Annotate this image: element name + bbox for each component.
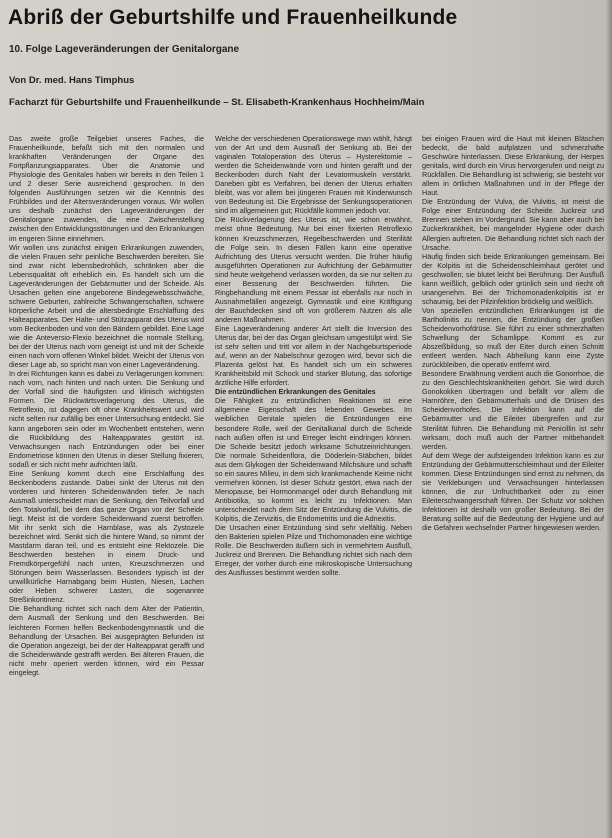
article-affiliation: Facharzt für Geburtshilfe und Frauenheilkunde – St. Elisabeth-Krankenhaus Hochheim/Main <box>9 97 425 108</box>
paragraph: Die Entzündung der Vulva, die Vulvitis, ist meist die Folge einer Entzündung der Scheide. Juckreiz und Brennen stehen im Vordergrund. Sie kann aber auch bei Zuckerkrankheit, bei mangelnder Hygiene oder durch Allergien auftreten. Die Behandlung richtet sich nach der Ursache. <box>422 197 604 252</box>
text-column-1 <box>9 134 204 836</box>
article-subtitle: 10. Folge Lageveränderungen der Genitalorgane <box>9 44 240 55</box>
text-column-2 <box>215 134 412 836</box>
paragraph: Von speziellen entzündlichen Erkrankungen ist die Bartholinitis zu nennen, die Entzündung der großen Scheidenvorhofdrüse. Sie führt zu einer schmerzhaften Schwellung der Schamlippe. Kommt es zur Abszeßbildung, so muß der Eiter durch einen Schnitt entleert werden. Nach Abheilung kann eine Zyste zurückbleiben, die operativ entfernt wird. <box>422 305 604 370</box>
paragraph: Eine Senkung kommt durch eine Erschlaffung des Beckenbodens zustande. Dabei sinkt der Uterus mit den vorderen und hinteren Scheidenwänden tiefer. Je nach Ausmaß unterscheidet man die Senkung, den Teilvorfall und den Totalvorfall, bei dem das ganze Organ vor der Scheide liegt. Meist ist die vordere Scheidenwand zuerst betroffen. Mit ihr senkt sich die Harnblase, was als Zystozele bezeichnet wird. Senkt sich die hintere Wand, so nimmt der Mastdarm daran teil, und es entsteht eine Rektozele. Die Beschwerden bestehen in einem Druck- und Fremdkörpergefühl nach unten, Kreuzschmerzen und Störungen beim Wasserlassen. Besonders typisch ist der unwillkürliche Harnabgang beim Husten, Niesen, Lachen oder Heben schwerer Lasten, die sogenannte Streßinkontinenz. <box>9 468 204 605</box>
section-heading: Die entzündlichen Erkrankungen des Genitales <box>215 387 376 397</box>
article-title: Abriß der Geburtshilfe und Frauenheilkunde <box>8 6 458 29</box>
paragraph: Auf dem Wege der aufsteigenden Infektion kann es zur Entzündung der Gebärmutterschleimhaut und der Eileiter kommen. Diese Entzündungen sind ernst zu nehmen, da sie Verklebungen und Verwachsungen hinterlassen können, die zur Unfruchtbarkeit oder zu einer Eileiterschwangerschaft führen. Der Schutz vor solchen Infektionen ist deshalb von großer Bedeutung. Bei der Beratung sollte auf die Bedeutung der Hygiene und auf die Gefahren wechselnder Partner hingewiesen werden. <box>422 450 604 533</box>
paragraph: Besondere Erwähnung verdient auch die Gonorrhoe, die zu den Geschlechtskrankheiten gehört. Sie wird durch Gonokokken übertragen und befällt vor allem die Harnröhre, den Gebärmutterhals und die Drüsen des Scheidenvorhofes. Die Infektion kann auf die Gebärmutter und die Eileiter übergreifen und zur Sterilität führen. Die Behandlung mit Penicillin ist sehr wirksam, doch muß auch der Partner mitbehandelt werden. <box>422 369 604 451</box>
paragraph: Eine Lageveränderung anderer Art stellt die Inversion des Uterus dar, bei der das Organ gleichsam umgestülpt wird. Sie ist sehr selten und tritt vor allem in der Nachgeburtsperiode auf, wenn an der Nabelschnur gezogen wird, bevor sich die Plazenta gelöst hat. Es handelt sich um ein schweres Krankheitsbild mit Schock und starker Blutung, das sofortige ärztliche Hilfe erfordert. <box>215 323 412 388</box>
article-author: Von Dr. med. Hans Timphus <box>9 75 135 86</box>
paragraph: In drei Richtungen kann es dabei zu Verlagerungen kommen: nach vorn, nach hinten und nach unten. Die Senkung und der Vorfall sind die häufigsten und klinisch wichtigsten Formen. Die Rückwärtsverlagerung des Uterus, die Retroflexio, ist dagegen oft ohne Krankheitswert und wird nicht selten nur zufällig bei einer Untersuchung entdeckt. Sie kann angeboren sein oder im Wochenbett entstehen, wenn die Rückbildung des Halteapparates gestört ist. Verwachsungen nach Entzündungen oder bei einer Endometriose können den Uterus in dieser Stellung fixieren, sodaß er sich nicht mehr aufrichten läßt. <box>9 369 204 469</box>
paragraph: bei einigen Frauen wird die Haut mit kleinen Bläschen bedeckt, die bald aufplatzen und schmerzhafte Geschwüre hinterlassen. Diese Erkrankung, der Herpes genitalis, wird durch ein Virus hervorgerufen und neigt zu Rückfällen. Die Behandlung ist schwierig; sie besteht vor allem in örtlichen Maßnahmen und in der Pflege der Haut. <box>422 134 604 198</box>
paragraph: Die Ursachen einer Entzündung sind sehr vielfältig. Neben den Bakterien spielen Pilze und Trichomonaden eine wichtige Rolle. Die Beschwerden äußern sich in vermehrtem Ausfluß, Juckreiz und Brennen. Die Behandlung richtet sich nach dem Erreger, der vorher durch eine mikroskopische Untersuchung des Ausflusses bestimmt werden sollte. <box>215 523 412 578</box>
paragraph: Das zweite große Teilgebiet unseres Faches, die Frauenheilkunde, befaßt sich mit den normalen und krankhaften Veränderungen der Organe des Fortpflanzungsapparates. Über die Anatomie und Physiologie des Genitales haben wir bereits in den Teilen 1 und 2 dieser Serie ausreichend gesprochen. In den folgenden Ausführungen setzen wir die Kenntnis des Frühbildes und der Altersveränderungen voraus. Wir wollen uns deshalb zunächst den Lageveränderungen der Genitalorgane zuwenden, die eine Zwischenstellung zwischen den Entwicklungsstörungen und den Erkrankungen im engeren Sinne einnehmen. <box>9 134 204 243</box>
paragraph: Welche der verschiedenen Operationswege man wählt, hängt von der Art und dem Ausmaß der Senkung ab. Bei der vaginalen Totaloperation des Uterus – Hysterektomie – werden die Scheidenwände vorn und hinten gerafft und der Beckenboden durch Naht der Levatormuskeln verstärkt. Daneben gibt es Verfahren, bei denen der Uterus erhalten bleibt, was vor allem bei jüngeren Frauen mit Kinderwunsch von Bedeutung ist. Die Ergebnisse der Senkungsoperationen sind im allgemeinen gut; Rückfälle kommen jedoch vor. <box>215 134 412 216</box>
paragraph: Die Behandlung richtet sich nach dem Alter der Patientin, dem Ausmaß der Senkung und den Beschwerden. Bei leichteren Formen helfen Beckenbodengymnastik und die Behandlung der Ursachen. Bei ausgeprägten Befunden ist die Operation angezeigt, bei der der Halteapparat gerafft und die Scheidenwände gestrafft werden. Bei älteren Frauen, die nicht mehr operiert werden können, wird ein Pessar eingelegt. <box>9 604 204 677</box>
text-column-3 <box>422 134 604 836</box>
paragraph: Häufig finden sich beide Erkrankungen gemeinsam. Bei der Kolpitis ist die Scheidenschleimhaut gerötet und geschwollen; sie blutet leicht bei Berührung. Der Ausfluß kann weißlich, gelblich oder grünlich sein und riecht oft unangenehm. Bei der Trichomonadenkolpitis ist er schaumig, bei der Pilzinfektion bröckelig und weißlich. <box>422 251 604 306</box>
paragraph: Die Rückverlagerung des Uterus ist, wie schon erwähnt, meist ohne Bedeutung. Nur bei einer fixierten Retroflexio können Kreuzschmerzen, Regelbeschwerden und Sterilität die Folge sein. In diesen Fällen kann eine operative Aufrichtung des Uterus versucht werden. Die früher häufig ausgeführten Operationen zur Aufrichtung der Gebärmutter sind heute weitgehend verlassen worden, da sie nur selten zu einer Besserung der Beschwerden führten. Die Ringbehandlung mit einem Pessar ist ebenfalls nur noch in Ausnahmefällen angezeigt. Gymnastik und eine Kräftigung der Bauchdecken sind oft von größerem Nutzen als alle anderen Maßnahmen. <box>215 215 412 324</box>
page-edge-shadow <box>606 0 612 838</box>
paragraph: Die Fähigkeit zu entzündlichen Reaktionen ist eine allgemeine Eigenschaft des lebenden Gewebes. Im weiblichen Genitale spielen die Entzündungen eine besondere Rolle, weil der Genitalkanal durch die Scheide nach außen offen ist und Erreger leicht eindringen können. Die Scheide besitzt jedoch wirksame Schutzeinrichtungen. Die normale Scheidenflora, die Döderlein-Stäbchen, bildet aus dem Glykogen der Scheidenwand Milchsäure und schafft so ein saures Milieu, in dem sich krankmachende Keime nicht vermehren können. Ist dieser Schutz gestört, etwa nach der Menopause, bei Hormonmangel oder durch Behandlung mit Antibiotika, so kommt es leicht zu Infektionen. Man unterscheidet nach dem Sitz der Entzündung die Vulvitis, die Kolpitis, die Zervizitis, die Endometritis und die Adnexitis. <box>215 396 412 523</box>
paragraph: Wir wollen uns zunächst einigen Erkrankungen zuwenden, die vielen Frauen sehr peinliche Beschwerden bereiten. Sie sind zwar nicht lebensbedrohlich, schränken aber die Lebensqualität oft erheblich ein. Es handelt sich um die Lageveränderungen der Gebärmutter und der Scheide. Als Ursachen gelten eine angeborene Bindegewebsschwäche, schwere Geburten, zahlreiche Schwangerschaften, schwere körperliche Arbeit und die altersbedingte Erschlaffung des Halteapparates. Der Halte- und Stützapparat des Uterus wird vom Beckenboden und von den Bändern gebildet. Eine Lage wie die Anteversio-Flexio bezeichnet die normale Stellung, bei der der Uterus nach vorn geneigt ist und mit der Scheide einen nach vorn offenen Winkel bildet. Weicht der Uterus von dieser Lage ab, so spricht man von einer Lageveränderung. <box>9 242 204 370</box>
